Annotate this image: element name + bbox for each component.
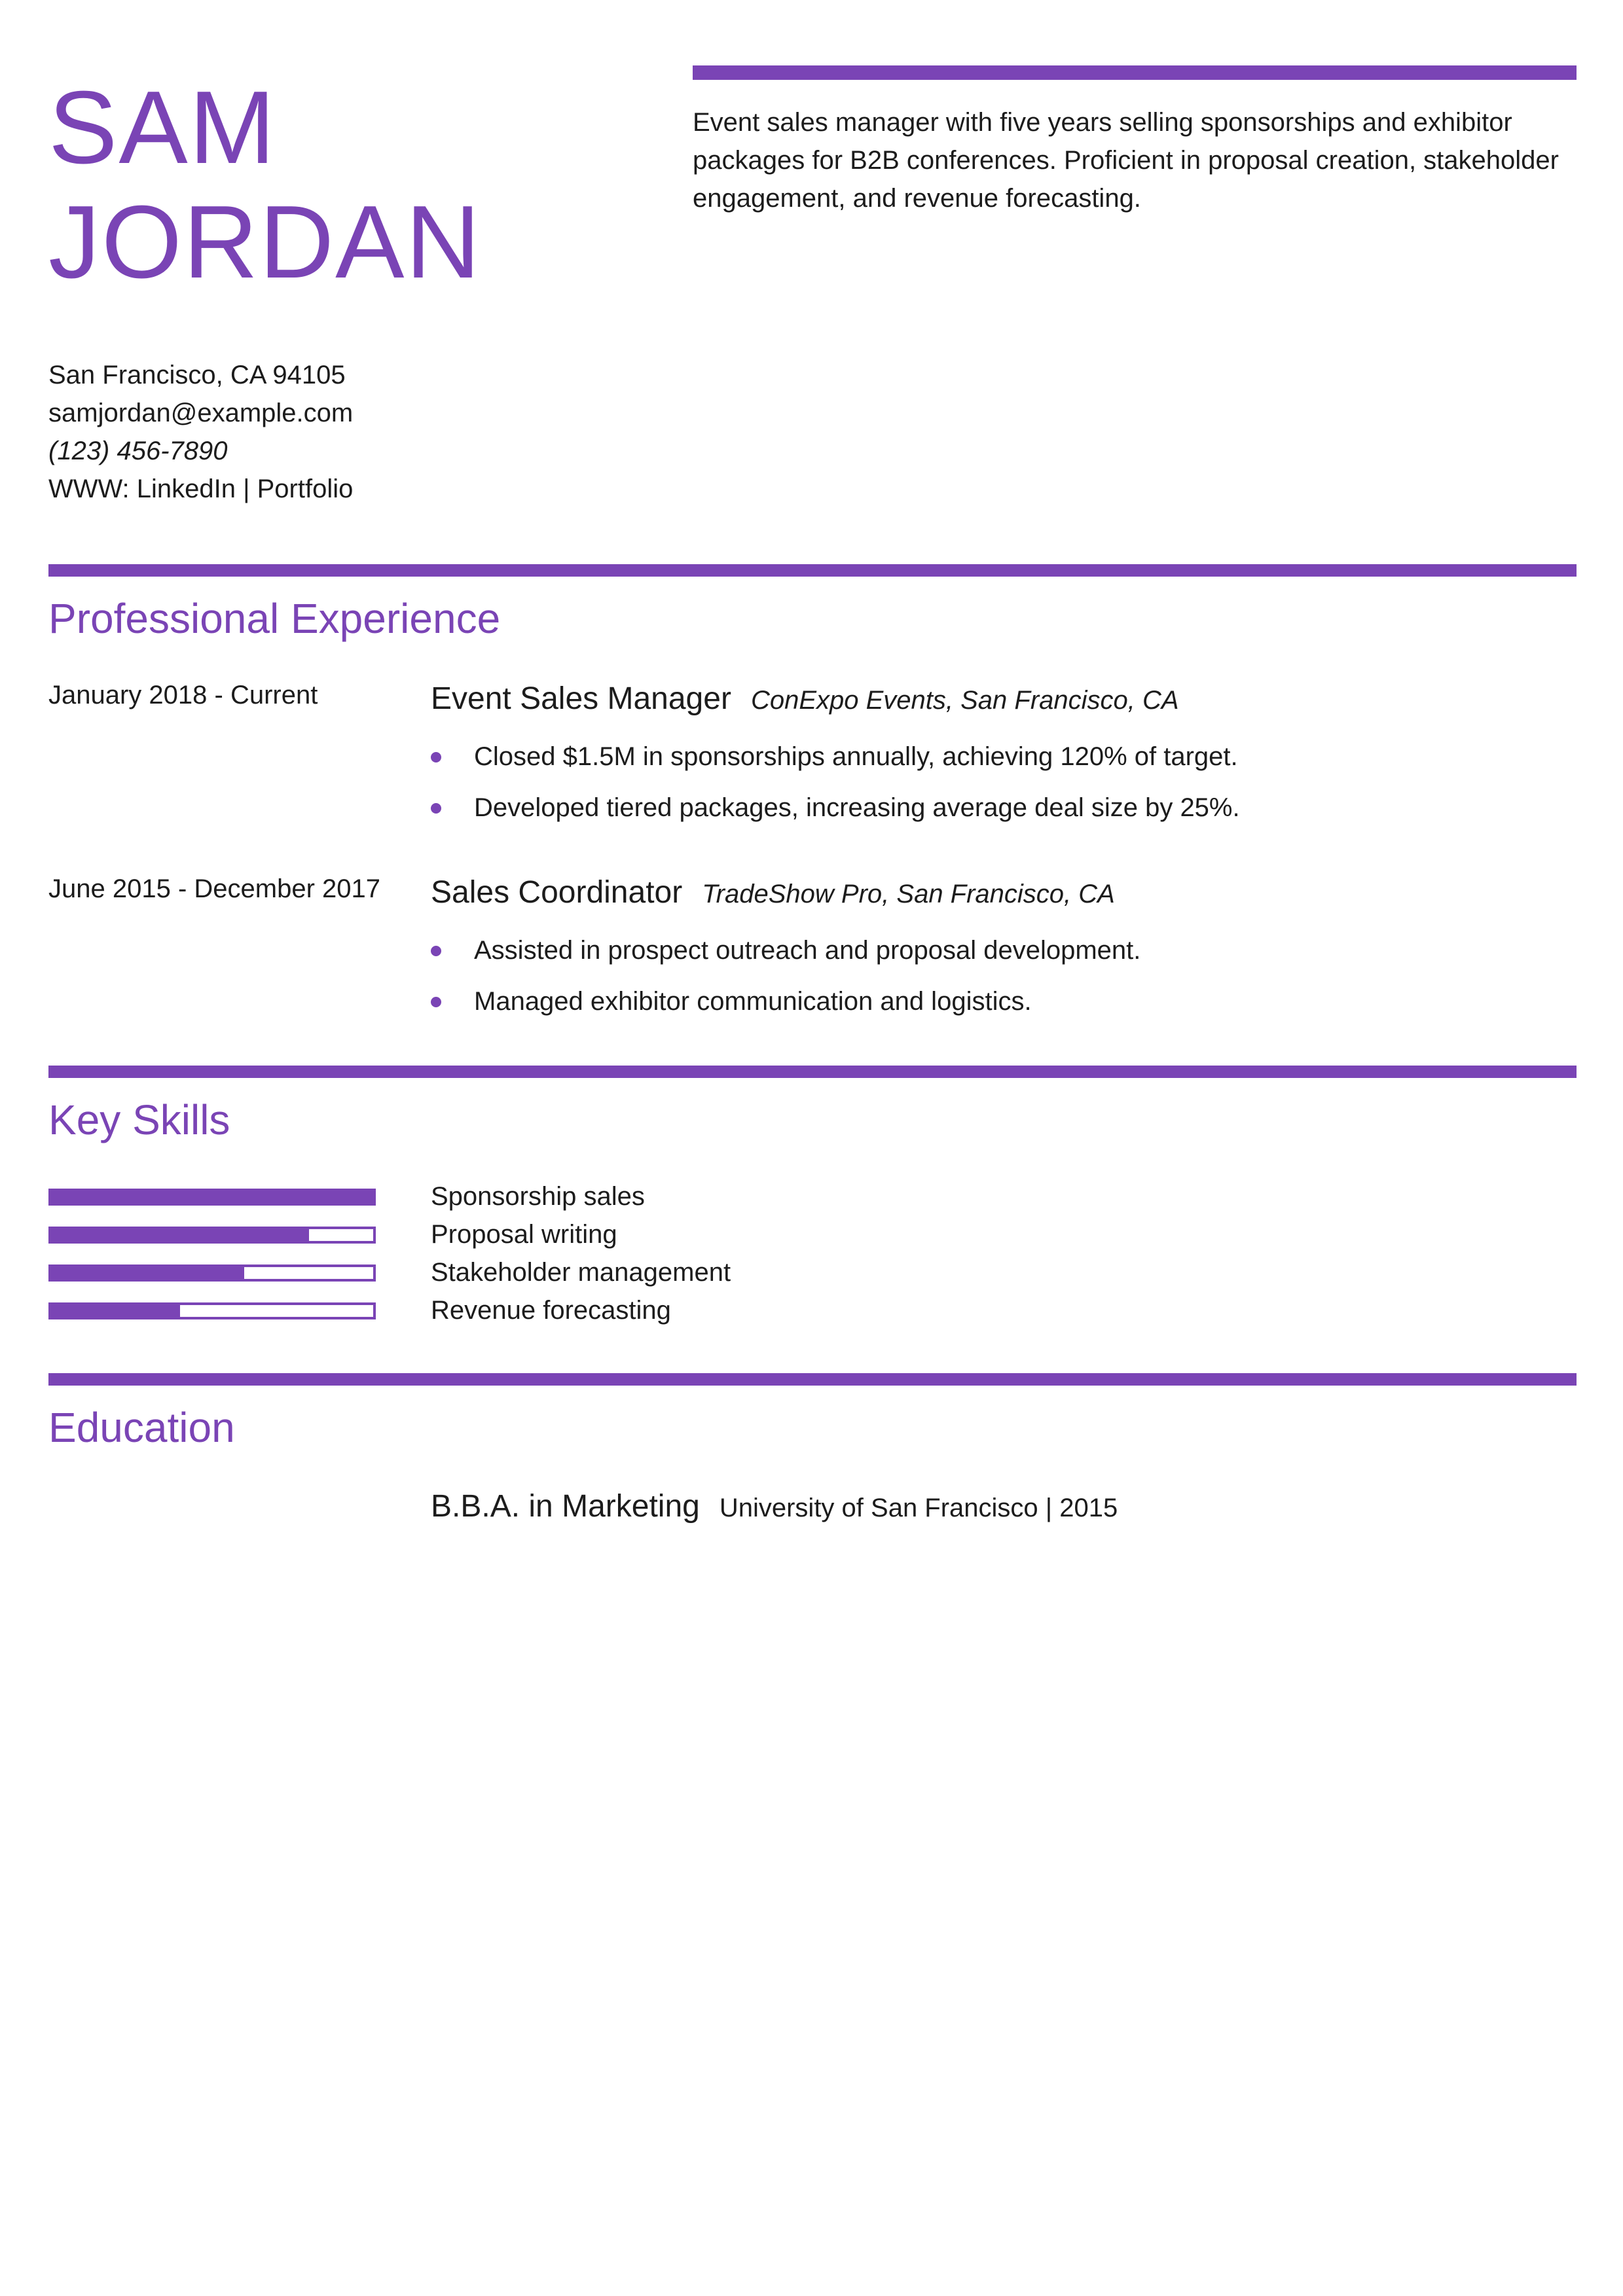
contact-phone: (123) 456-7890: [48, 437, 228, 465]
list-item: [431, 987, 1032, 1016]
contact-info: [48, 356, 353, 508]
contact-email[interactable]: samjordan@example.com: [48, 399, 354, 427]
skill-label: Stakeholder management: [431, 1258, 731, 1287]
job-company: TradeShow Pro, San Francisco, CA: [702, 880, 1115, 908]
section-divider: [48, 1373, 1577, 1386]
skill-level-fill: [51, 1267, 244, 1279]
section-title-education: Education: [48, 1404, 235, 1451]
bullet-icon: [431, 997, 441, 1007]
skill-level-fill: [51, 1305, 180, 1317]
job-dates: June 2015 - December 2017: [48, 874, 380, 903]
list-item: [431, 742, 1238, 772]
skill-level-bar: [48, 1227, 376, 1244]
job-dates: January 2018 - Current: [48, 681, 318, 709]
skill-label: Sponsorship sales: [431, 1182, 645, 1211]
job-header: [431, 874, 1115, 910]
job-title: Sales Coordinator: [431, 875, 683, 910]
job-title: Event Sales Manager: [431, 681, 731, 716]
education-degree: B.B.A. in Marketing: [431, 1489, 700, 1524]
skill-level-bar: [48, 1302, 376, 1319]
contact-address: San Francisco, CA 94105: [48, 361, 346, 389]
section-title-skills: Key Skills: [48, 1096, 230, 1143]
section-divider: [48, 564, 1577, 577]
skill-level-fill: [51, 1229, 309, 1241]
job-header: [431, 681, 1179, 717]
bullet-text: Developed tiered packages, increasing average deal size by 25%.: [474, 793, 1240, 822]
list-item: [431, 936, 1140, 965]
name-first: SAM: [48, 70, 277, 185]
job-company: ConExpo Events, San Francisco, CA: [750, 686, 1179, 715]
profile-summary: Event sales manager with five years selling sponsorships and exhibitor packages for B2B conferences. Proficient in proposal creation, stakeholder engagement, and revenue forecasting.: [693, 108, 1559, 213]
candidate-name: [48, 71, 482, 300]
bullet-icon: [431, 946, 441, 956]
section-title-experience: Professional Experience: [48, 595, 501, 642]
skill-level-bar: [48, 1189, 376, 1206]
education-entry: [431, 1488, 1118, 1524]
bullet-text: Assisted in prospect outreach and proposal development.: [474, 936, 1141, 965]
bullet-icon: [431, 803, 441, 814]
bullet-text: Managed exhibitor communication and logistics.: [474, 987, 1032, 1016]
education-school: University of San Francisco | 2015: [719, 1494, 1118, 1522]
skill-label: Revenue forecasting: [431, 1296, 671, 1325]
contact-web[interactable]: WWW: LinkedIn | Portfolio: [48, 475, 354, 503]
section-divider: [48, 1066, 1577, 1078]
bullet-icon: [431, 752, 441, 762]
bullet-text: Closed $1.5M in sponsorships annually, achieving 120% of target.: [474, 742, 1238, 771]
header-accent-bar: [693, 65, 1577, 80]
skill-level-bar: [48, 1265, 376, 1282]
list-item: [431, 793, 1240, 823]
name-last: JORDAN: [48, 185, 482, 300]
skill-level-fill: [51, 1191, 373, 1203]
skill-label: Proposal writing: [431, 1220, 617, 1249]
